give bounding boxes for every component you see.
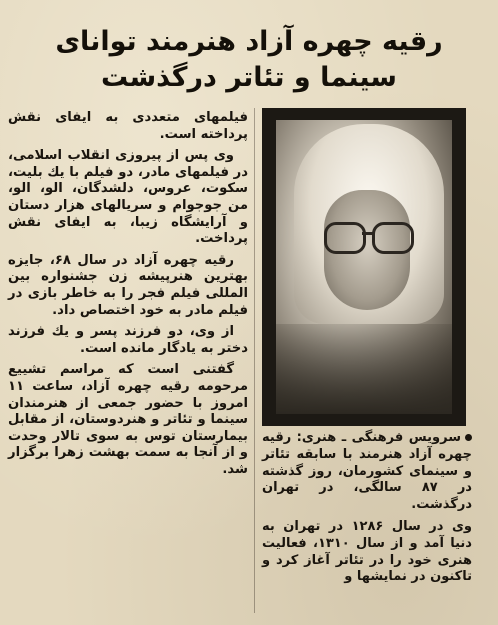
portrait-photo [262, 108, 466, 426]
article-paragraph: فیلمهای متعددی به ایفای نقش پرداخته است. [8, 110, 248, 142]
photo-shadow [276, 324, 452, 414]
article-paragraph: رقیه چهره آزاد در سال ۶۸، جایزه بهترین هنرپیشه زن جشنواره بین المللی فیلم فجر را به خاطر بازی در فیلم مادر به خود اختصاص داد. [8, 252, 248, 318]
lead-paragraph [262, 430, 472, 514]
lead-paragraph: وی در سال ۱۲۸۶ در تهران به دنیا آمد و از سال ۱۳۱۰، فعالیت هنری خود را در تئاتر آغاز کرد و تاکنون در نمایشها و [262, 518, 472, 585]
main-article-column [8, 110, 248, 483]
headline-line-1: رقیه چهره آزاد هنرمند توانای [55, 26, 443, 57]
bullet-icon [465, 434, 472, 441]
article-paragraph: وی پس از پیروزی انقلاب اسلامی، در فیلمهای مادر، دو فیلم با یك بلیت، سکوت، عروس، دلشدگان، الو، الو، من جوجوام و سریالهای هزار دستان و آرایشگاه زیبا، به ایفای نقش پرداخت. [8, 148, 248, 247]
lead-paragraph-text: سرویس فرهنگی ـ هنری: رقیه چهره آزاد هنرمند با سابقه تئاتر و سینمای کشورمان، روز گذشته در ۸۷ سالگی، در تهران درگذشت. [262, 430, 472, 513]
eyeglasses-icon [320, 222, 416, 252]
lead-article-column [262, 430, 472, 591]
article-paragraph: از وی، دو فرزند پسر و یك فرزند دختر به یادگار مانده است. [8, 324, 248, 356]
photo-image-area [276, 120, 452, 414]
headline-line-2: سینما و تئاتر درگذشت [101, 62, 397, 93]
column-divider [254, 108, 255, 613]
article-paragraph: گفتنی است که مراسم تشییع مرحومه رقیه چهره آزاد، ساعت ۱۱ امروز با حضور جمعی از هنرمندان سینما و تئاتر و هنردوستان، از مقابل بیمارستان توس به سوی تالار وحدت و از آنجا به سمت بهشت زهرا برگزار شد. [8, 362, 248, 477]
